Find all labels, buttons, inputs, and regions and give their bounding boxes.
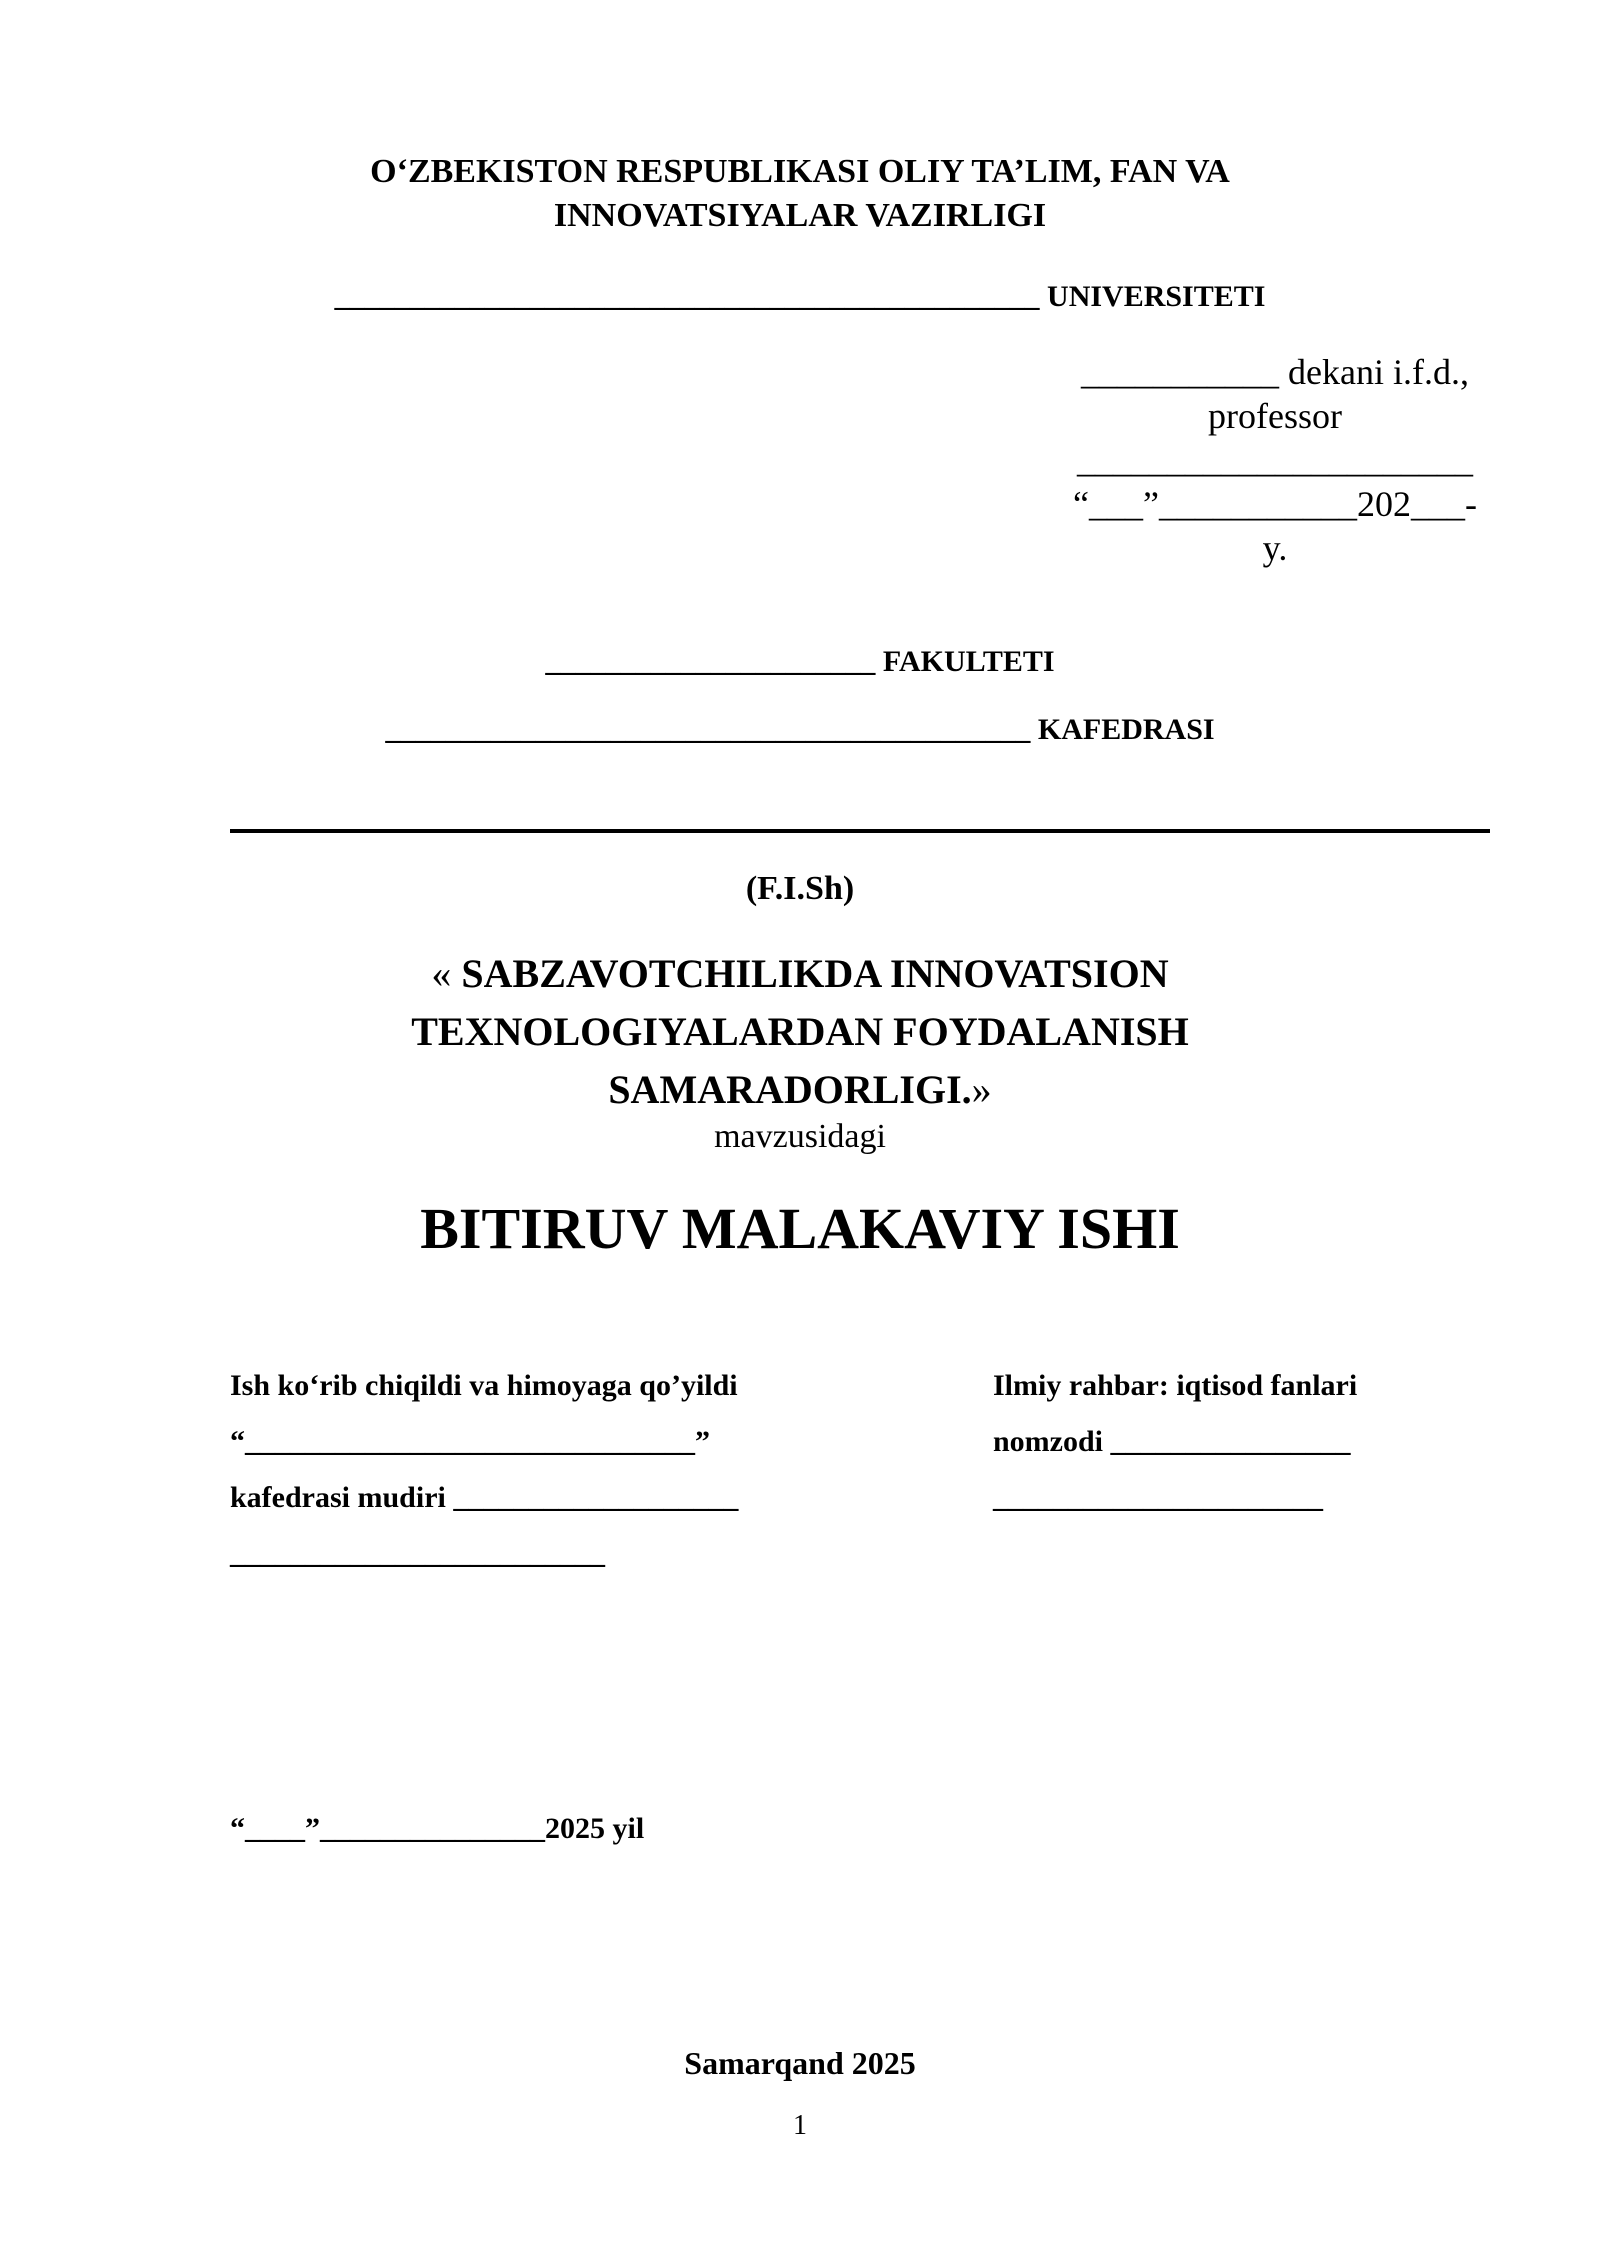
ministry-heading-line2: INNOVATSIYALAR VAZIRLIGI — [553, 197, 1047, 234]
approval-year-suffix: y. — [1262, 528, 1288, 568]
review-line3: kafedrasi mudiri ___________________ — [230, 1481, 739, 1514]
topic-subject-word: mavzusidagi — [714, 1118, 886, 1155]
approval-signature-line: ______________________ — [1077, 440, 1473, 480]
topic-line1: « SABZAVOTCHILIKDA INNOVATSION — [431, 951, 1169, 996]
author-name-label: (F.I.Sh) — [745, 870, 855, 907]
thesis-topic — [0, 945, 1600, 1119]
approval-date-line: “___”___________202___- — [1073, 484, 1477, 524]
topic-line3: SAMARADORLIGI.» — [608, 1067, 992, 1112]
topic-line2: TEXNOLOGIYALARDAN FOYDALANISH — [411, 1009, 1189, 1054]
supervisor-line1: Ilmiy rahbar: iqtisod fanlari — [993, 1369, 1358, 1402]
supervisor-block — [993, 1358, 1513, 1526]
approval-dean-line: ___________ dekani i.f.d., — [1081, 352, 1469, 392]
approval-block — [1050, 350, 1500, 570]
supervisor-line2: nomzodi ________________ — [993, 1425, 1351, 1458]
faculty-line: ______________________ FAKULTETI — [545, 645, 1055, 678]
supervisor-line3: ______________________ — [993, 1481, 1323, 1514]
city-year: Samarqand 2025 — [684, 2045, 916, 2081]
review-line4: _________________________ — [230, 1537, 605, 1570]
approval-title-line: professor — [1208, 396, 1342, 436]
review-block — [230, 1358, 890, 1582]
submission-date-line: “____”_______________2025 yil — [230, 1812, 645, 1845]
ministry-heading — [0, 150, 1600, 238]
topic-open-quote: « — [431, 951, 462, 996]
document-type-title: BITIRUV MALAKAVIY ISHI — [420, 1196, 1180, 1261]
topic-close-quote: » — [971, 1067, 992, 1112]
page-number: 1 — [793, 2110, 807, 2141]
department-line: ___________________________________________ KAFEDRASI — [385, 713, 1215, 746]
author-name-rule — [230, 829, 1490, 833]
review-line2: “______________________________” — [230, 1425, 710, 1458]
university-line: _______________________________________________ UNIVERSITETI — [334, 280, 1266, 313]
ministry-heading-line1: O‘ZBEKISTON RESPUBLIKASI OLIY TA’LIM, FAN VA — [370, 153, 1230, 190]
review-line1: Ish ko‘rib chiqildi va himoyaga qo’yildi — [230, 1369, 738, 1402]
